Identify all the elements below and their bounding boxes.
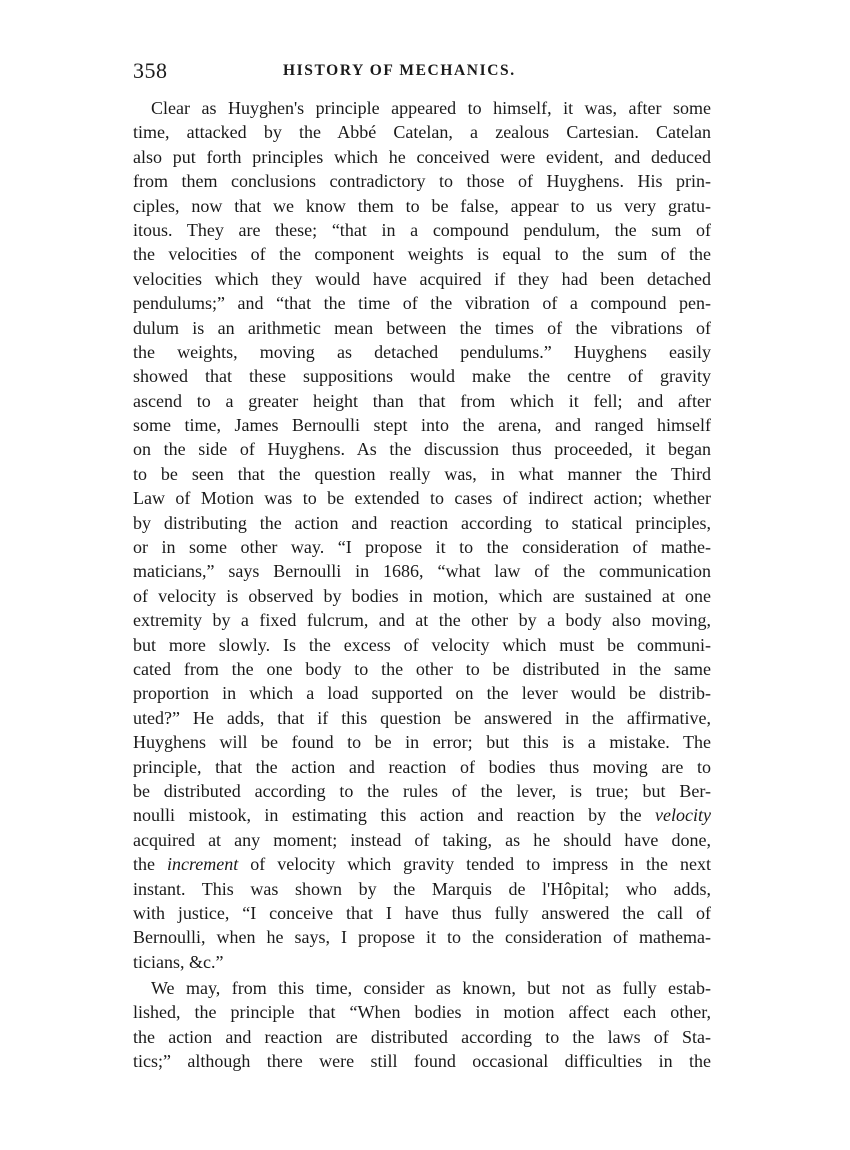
text-line: lished, the principle that “When bodies in motion affect each other, — [133, 1002, 711, 1023]
text-line: by distributing the action and reaction according to statical principles, — [133, 512, 711, 533]
text-line: Law of Motion was to be extended to cases of indirect action; whether — [133, 488, 711, 509]
text-line: to be seen that the question really was, in what manner the Third — [133, 463, 711, 484]
text-line: pendulums;” and “that the time of the vibration of a compound pen- — [133, 293, 711, 314]
text-line: from them conclusions contradictory to those of Huyghens. His prin- — [133, 171, 711, 192]
text-line: principle, that the action and reaction of bodies thus moving are to — [133, 756, 711, 777]
text-line: velocities which they would have acquired if they had been detached — [133, 268, 711, 289]
text-line: Clear as Huyghen's principle appeared to himself, it was, after some — [151, 98, 711, 118]
text-line: extremity by a fixed fulcrum, and at the other by a body also moving, — [133, 610, 711, 631]
text-line: itous. They are these; “that in a compound pendulum, the sum of — [133, 219, 711, 240]
text-line: maticians,” says Bernoulli in 1686, “what law of the communication — [133, 561, 711, 582]
paragraph-1 — [133, 96, 711, 974]
text-line: some time, James Bernoulli stept into the arena, and ranged himself — [133, 415, 711, 436]
text-line: the velocities of the component weights is equal to the sum of the — [133, 244, 711, 265]
text-line: proportion in which a load supported on the lever would be distrib- — [133, 683, 711, 704]
text-line: of velocity is observed by bodies in motion, which are sustained at one — [133, 585, 711, 606]
text-line: or in some other way. “I propose it to the consideration of mathe- — [133, 537, 711, 558]
page-number: 358 — [133, 58, 168, 83]
text-line: but more slowly. Is the excess of velocity which must be communi- — [133, 634, 711, 655]
text-line: be distributed according to the rules of the lever, is true; but Ber- — [133, 780, 711, 801]
text-line: the action and reaction are distributed according to the laws of Sta- — [133, 1026, 711, 1047]
page-header — [133, 58, 711, 88]
running-head: HISTORY OF MECHANICS. — [283, 62, 516, 79]
body-text — [133, 96, 711, 1074]
text-line: uted?” He adds, that if this question be answered in the affirmative, — [133, 707, 711, 728]
text-line: We may, from this time, consider as known, but not as fully estab- — [151, 978, 711, 999]
text-line: showed that these suppositions would make the centre of gravity — [133, 366, 711, 387]
text-line: the increment of velocity which gravity tended to impress in the next — [133, 854, 711, 875]
text-line: ticians, &c.” — [133, 951, 224, 972]
text-line: time, attacked by the Abbé Catelan, a zealous Cartesian. Catelan — [133, 122, 711, 143]
text-line: ascend to a greater height than that from which it fell; and after — [133, 390, 711, 411]
text-line: acquired at any moment; instead of taking, as he should have done, — [133, 829, 711, 850]
text-line: Bernoulli, when he says, I propose it to the consideration of mathema- — [133, 927, 711, 948]
text-line: instant. This was shown by the Marquis de l'Hôpital; who adds, — [133, 878, 711, 899]
text-line: with justice, “I conceive that I have thus fully answered the call of — [133, 902, 711, 923]
text-line: Huyghens will be found to be in error; but this is a mistake. The — [133, 732, 711, 753]
text-line: on the side of Huyghens. As the discussion thus proceeded, it began — [133, 439, 711, 460]
text-line: the weights, moving as detached pendulums.” Huyghens easily — [133, 341, 711, 362]
text-line: tics;” although there were still found occasional difficulties in the — [133, 1051, 711, 1072]
text-line: cated from the one body to the other to be distributed in the same — [133, 658, 711, 679]
text-line: dulum is an arithmetic mean between the times of the vibrations of — [133, 317, 711, 338]
text-line: ciples, now that we know them to be false, appear to us very gratu- — [133, 195, 711, 216]
text-line: noulli mistook, in estimating this action and reaction by the velocity — [133, 805, 711, 826]
paragraph-2 — [133, 976, 711, 1074]
text-line: also put forth principles which he conceived were evident, and deduced — [133, 146, 711, 167]
